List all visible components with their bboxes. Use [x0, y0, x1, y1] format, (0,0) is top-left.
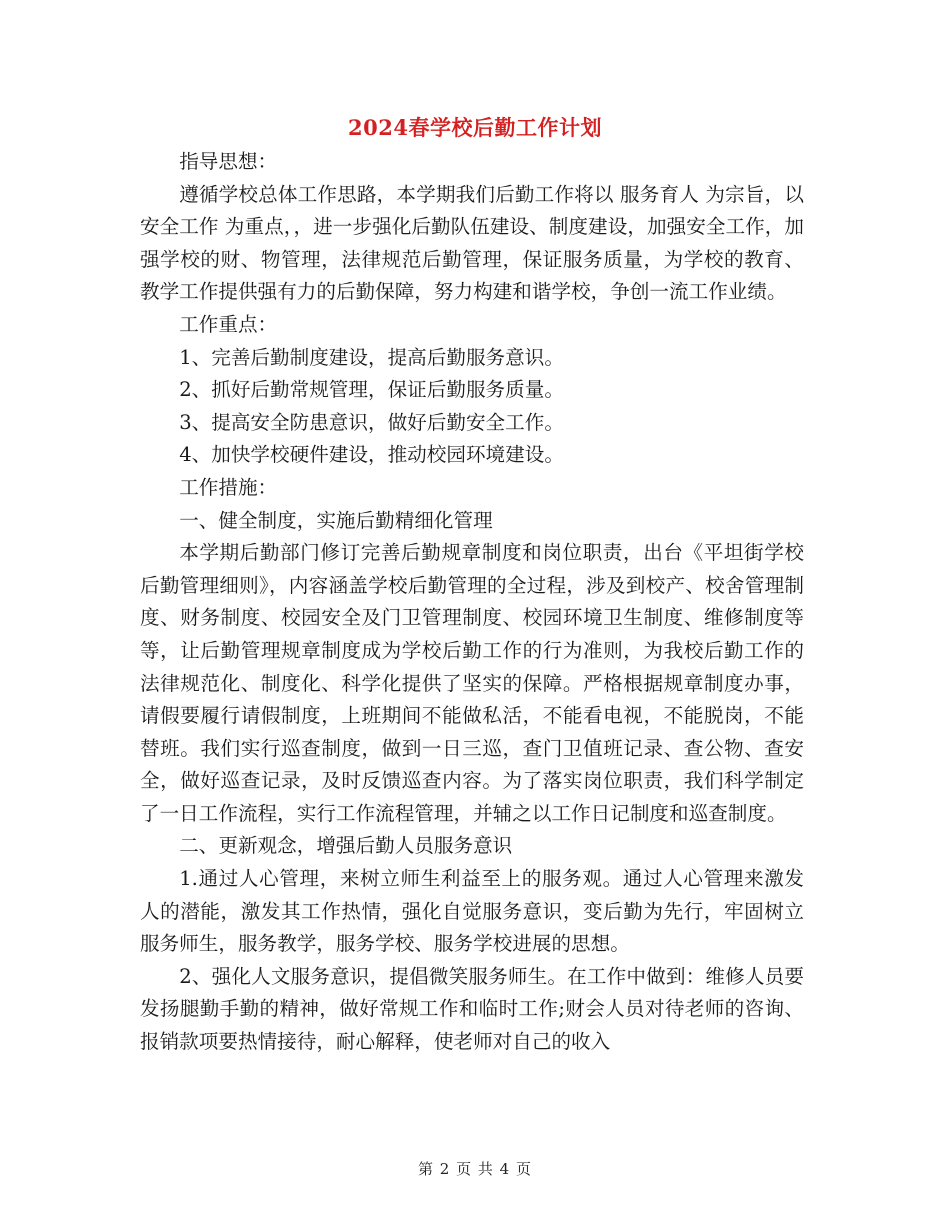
paragraph: 遵循学校总体工作思路，本学期我们后勤工作将以 服务育人 为宗旨，以 安全工作 为重点，，进一步强化后勤队伍建设、制度建设，加强安全工作，加强学校的财、物管理，法律规范后勤管理，保证服务质量，为学校的教育、教学工作提供强有力的后勤保障，努力构建和谐学校，争创一流工作业绩。 — [140, 182, 804, 304]
paragraph: 2、强化人文服务意识，提倡微笑服务师生。在工作中做到：维修人员要发扬腿勤手勤的精神，做好常规工作和临时工作;财会人员对待老师的咨询、报销款项要热情接待，耐心解释，使老师对自己的收入 — [140, 964, 804, 1054]
page-number-footer: 第 2 页 共 4 页 — [418, 1160, 532, 1178]
section-heading: 二、更新观念，增强后勤人员服务意识 — [179, 834, 513, 858]
paragraph: 工作措施： — [179, 475, 278, 499]
paragraph: 4、加快学校硬件建设，推动校园环境建设。 — [179, 443, 564, 467]
paragraph: 工作重点： — [179, 312, 278, 336]
paragraph: 1、完善后勤制度建设，提高后勤服务意识。 — [179, 345, 564, 369]
paragraph: 2、抓好后勤常规管理，保证后勤服务质量。 — [179, 378, 564, 402]
paragraph: 3、提高安全防患意识，做好后勤安全工作。 — [179, 410, 564, 434]
paragraph: 指导思想： — [179, 150, 278, 173]
section-heading: 一、健全制度，实施后勤精细化管理 — [179, 508, 493, 532]
document-body — [140, 146, 804, 1059]
document-title: 2024春学校后勤工作计划 — [348, 115, 602, 140]
paragraph: 本学期后勤部门修订完善后勤规章制度和岗位职责，出台《平坦街学校后勤管理细则》，内容涵盖学校后勤管理的全过程，涉及到校产、校舍管理制度、财务制度、校园安全及门卫管理制度、校园环境卫生制度、维修制度等等，让后勤管理规章制度成为学校后勤工作的行为准则，为我校后勤工作的法律规范化、制度化、科学化提供了坚实的保障。严格根据规章制度办事，请假要履行请假制度，上班期间不能做私活，不能看电视，不能脱岗，不能替班。我们实行巡查制度，做到一日三巡，查门卫值班记录、查公物、查安全，做好巡查记录，及时反馈巡查内容。为了落实岗位职责，我们科学制定了一日工作流程，实行工作流程管理，并辅之以工作日记制度和巡查制度。 — [140, 541, 804, 825]
paragraph: 1.通过人心管理，来树立师生利益至上的服务观。通过人心管理来激发人的潜能，激发其工作热情，强化自觉服务意识，变后勤为先行，牢固树立服务师生，服务教学，服务学校、服务学校进展的思想。 — [140, 867, 804, 956]
